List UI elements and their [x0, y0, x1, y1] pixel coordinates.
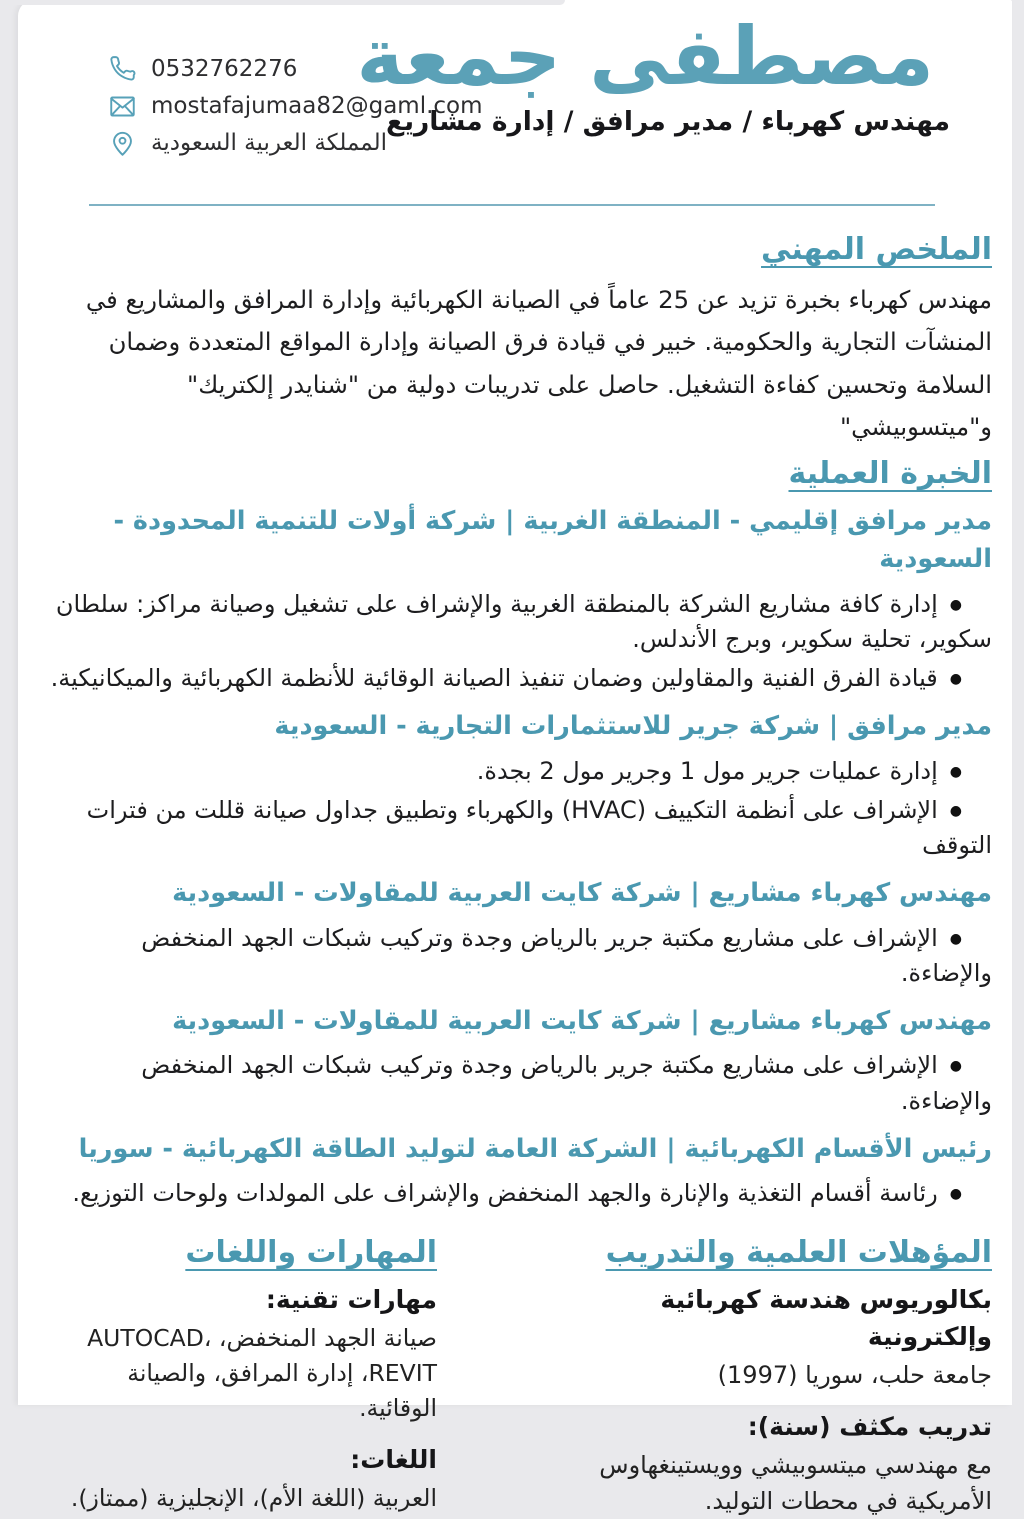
job-entry	[50, 1002, 992, 1119]
job-bullet: ● الإشراف على أنظمة التكييف (HVAC) والكهرباء وتطبيق جداول صيانة قللت من فترات التوقف	[50, 793, 992, 864]
contact-email-row	[108, 92, 483, 120]
job-title: مهندس كهرباء مشاريع | شركة كايت العربية للمقاولات - السعودية	[172, 1006, 992, 1037]
qualification-title: تدريب مكثف (سنة):	[747, 1411, 992, 1441]
qualification-detail: مع مهندسي ميتسوبيشي وويستينغهاوس الأمريكية في محطات التوليد.	[599, 1451, 992, 1516]
experience-heading: الخبرة العملية	[788, 456, 992, 492]
skills-section	[50, 1235, 437, 1516]
job-title: مدير مرافق إقليمي - المنطقة الغربية | شركة أولات للتنمية المحدودة - السعودية	[113, 506, 992, 575]
summary-text: مهندس كهرباء بخبرة تزيد عن 25 عاماً في الصيانة الكهربائية وإدارة المرافق والمشاريع في المنشآت التجارية والحكومية. خبير في قيادة فرق الصيانة وإدارة المواقع المتعددة وضمان السلامة وتحسين كفاءة التشغيل. حاصل على تدريبات دولية من "شنايدر إلكتريك" و"ميتسوبيشي"	[85, 285, 992, 441]
skills-heading: المهارات واللغات	[185, 1235, 437, 1271]
jobs-list	[50, 502, 992, 1211]
job-bullet: ● إدارة كافة مشاريع الشركة بالمنطقة الغربية والإشراف على تشغيل وصيانة مراكز: سلطان سكوير، تحلية سكوير، وبرج الأندلس.	[50, 587, 992, 658]
location-text: المملكة العربية السعودية	[151, 130, 387, 156]
job-bullet: ● إدارة عمليات جرير مول 1 وجرير مول 2 بجدة.	[50, 754, 992, 789]
photo-edge	[0, 0, 565, 5]
header	[50, 0, 992, 206]
cv-page	[18, 0, 1012, 1516]
summary-section	[50, 232, 992, 448]
email-address: mostafajumaa82@gaml.com	[151, 93, 483, 119]
skills-entry	[50, 1442, 437, 1516]
phone-number: 0532762276	[151, 56, 298, 82]
qualification-entry	[552, 1282, 992, 1393]
languages-title: اللغات:	[350, 1445, 437, 1475]
header-divider	[89, 204, 935, 206]
job-title: رئيس الأقسام الكهربائية | الشركة العامة لتوليد الطاقة الكهربائية - سوريا	[78, 1133, 992, 1164]
job-title: مهندس كهرباء مشاريع | شركة كايت العربية للمقاولات - السعودية	[172, 878, 992, 909]
contact-block	[108, 55, 483, 157]
job-bullets	[50, 587, 992, 697]
job-bullet: ● قيادة الفرق الفنية والمقاولين وضمان تنفيذ الصيانة الوقائية للأنظمة الكهربائية والميكانيكية.	[50, 661, 992, 696]
qualification-entry	[552, 1409, 992, 1519]
phone-icon	[108, 55, 136, 83]
job-bullet: ● الإشراف على مشاريع مكتبة جرير بالرياض وجدة وتركيب شبكات الجهد المنخفض والإضاءة.	[50, 921, 992, 992]
job-bullets	[50, 1176, 992, 1211]
job-bullets	[50, 921, 992, 992]
job-title: مدير مرافق | شركة جرير للاستثمارات التجارية - السعودية	[274, 711, 992, 742]
job-entry	[50, 502, 992, 696]
skills-title: مهارات تقنية:	[265, 1285, 437, 1315]
bottom-columns	[50, 1235, 992, 1519]
qualification-detail: جامعة حلب، سوريا (1997)	[717, 1360, 992, 1389]
candidate-name: مصطفى جمعة	[356, 10, 934, 103]
cv-content	[18, 0, 1012, 1519]
job-entry	[50, 707, 992, 863]
contact-location-row	[108, 129, 483, 157]
location-pin-icon	[108, 129, 136, 157]
qualifications-heading: المؤهلات العلمية والتدريب	[605, 1235, 992, 1271]
envelope-icon	[108, 92, 136, 120]
skills-detail: صيانة الجهد المنخفض، AUTOCAD، REVIT، إدارة المرافق، والصيانة الوقائية.	[87, 1323, 437, 1423]
job-entry	[50, 1130, 992, 1212]
job-bullets	[50, 1048, 992, 1119]
job-bullets	[50, 754, 992, 864]
job-bullet: ● رئاسة أقسام التغذية والإنارة والجهد المنخفض والإشراف على المولدات ولوحات التوزيع.	[50, 1176, 992, 1211]
job-bullet: ● الإشراف على مشاريع مكتبة جرير بالرياض وجدة وتركيب شبكات الجهد المنخفض والإضاءة.	[50, 1048, 992, 1119]
qualifications-section	[552, 1235, 992, 1519]
candidate-job-title: مهندس كهرباء / مدير مرافق / إدارة مشاريع	[385, 105, 950, 137]
job-entry	[50, 874, 992, 991]
qualification-title: بكالوريوس هندسة كهربائية وإلكترونية	[660, 1285, 992, 1351]
languages-detail: العربية (اللغة الأم)، الإنجليزية (ممتاز).	[70, 1483, 437, 1512]
experience-section	[50, 456, 992, 1211]
summary-heading: الملخص المهني	[761, 232, 992, 267]
contact-phone-row	[108, 55, 483, 83]
